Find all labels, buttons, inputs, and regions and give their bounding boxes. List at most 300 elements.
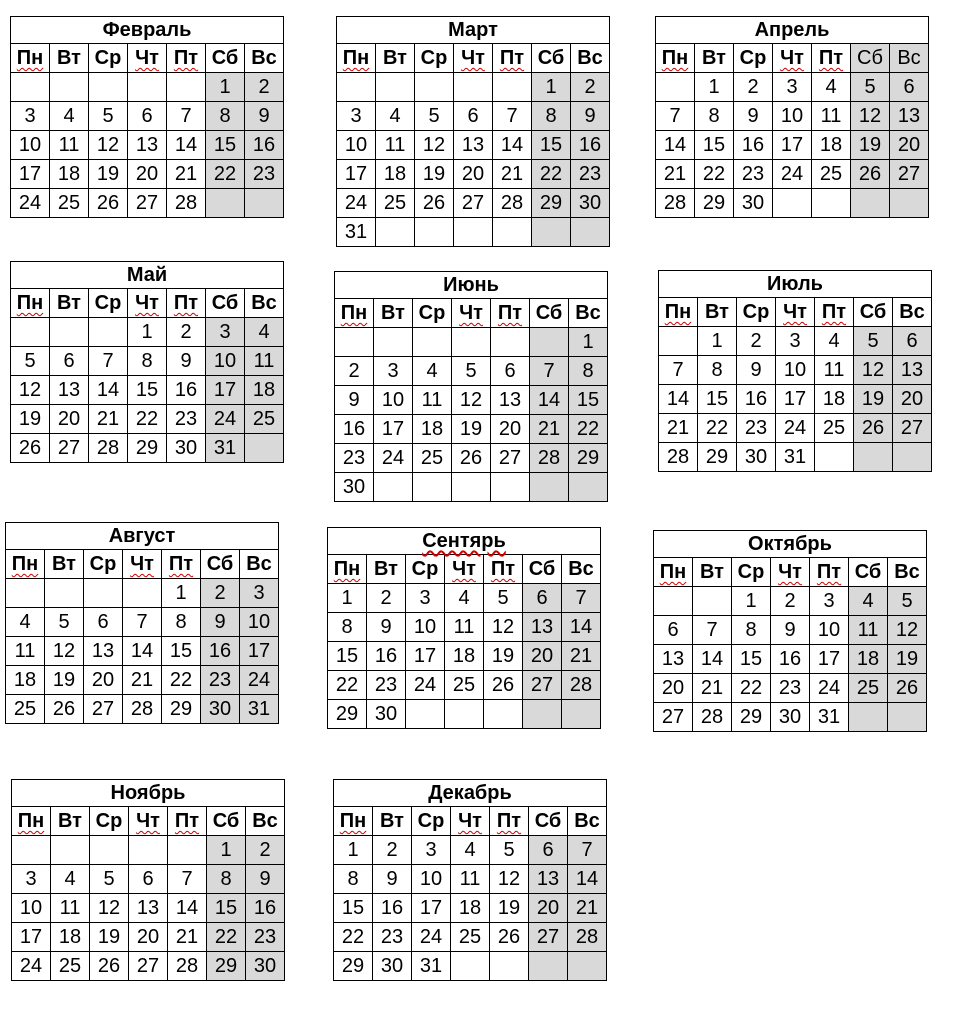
day-cell: 13 xyxy=(454,131,493,160)
day-cell: 7 xyxy=(167,102,206,131)
day-cell xyxy=(415,218,454,247)
day-cell: 13 xyxy=(84,637,123,666)
day-cell: 14 xyxy=(89,376,128,405)
day-cell: 19 xyxy=(490,894,529,923)
day-cell: 12 xyxy=(45,637,84,666)
day-cell: 27 xyxy=(128,189,167,218)
day-cell xyxy=(90,836,129,865)
weekday-header: Пт xyxy=(493,44,532,73)
day-cell: 3 xyxy=(374,357,413,386)
day-cell: 5 xyxy=(484,584,523,613)
month-calendar xyxy=(336,16,610,247)
month-title: Март xyxy=(337,17,610,44)
day-cell: 30 xyxy=(737,443,776,472)
day-cell xyxy=(167,73,206,102)
day-cell: 29 xyxy=(695,189,734,218)
day-cell: 30 xyxy=(367,700,406,729)
day-cell: 5 xyxy=(452,357,491,386)
day-cell: 4 xyxy=(815,327,854,356)
day-cell: 14 xyxy=(659,385,698,414)
day-cell: 11 xyxy=(451,865,490,894)
day-cell: 3 xyxy=(337,102,376,131)
day-cell: 14 xyxy=(123,637,162,666)
weekday-header: Сб xyxy=(530,299,569,328)
day-cell: 18 xyxy=(451,894,490,923)
day-cell: 2 xyxy=(335,357,374,386)
day-cell: 17 xyxy=(776,385,815,414)
weekday-header: Вс xyxy=(571,44,610,73)
day-cell: 5 xyxy=(854,327,893,356)
day-cell: 25 xyxy=(50,189,89,218)
day-cell: 18 xyxy=(50,160,89,189)
day-cell xyxy=(374,328,413,357)
day-cell xyxy=(206,189,245,218)
day-cell xyxy=(335,328,374,357)
day-cell: 20 xyxy=(84,666,123,695)
day-cell: 25 xyxy=(51,952,90,981)
day-cell: 10 xyxy=(12,894,51,923)
weekday-header: Вс xyxy=(568,807,607,836)
day-cell: 19 xyxy=(45,666,84,695)
day-cell xyxy=(376,218,415,247)
day-cell: 4 xyxy=(51,865,90,894)
weekday-header: Вс xyxy=(888,558,927,587)
day-cell: 5 xyxy=(490,836,529,865)
day-cell: 23 xyxy=(335,444,374,473)
weekday-header: Сб xyxy=(532,44,571,73)
day-cell: 8 xyxy=(162,608,201,637)
day-cell: 23 xyxy=(245,160,284,189)
day-cell: 14 xyxy=(568,865,607,894)
day-cell: 10 xyxy=(773,102,812,131)
day-cell: 4 xyxy=(50,102,89,131)
day-cell xyxy=(413,328,452,357)
day-cell: 9 xyxy=(737,356,776,385)
day-cell: 21 xyxy=(693,674,732,703)
day-cell: 15 xyxy=(532,131,571,160)
weekday-header: Ср xyxy=(734,44,773,73)
day-cell: 31 xyxy=(240,695,279,724)
day-cell: 26 xyxy=(851,160,890,189)
day-cell: 21 xyxy=(89,405,128,434)
day-cell xyxy=(851,189,890,218)
day-cell: 28 xyxy=(89,434,128,463)
day-cell: 25 xyxy=(451,923,490,952)
day-cell xyxy=(445,700,484,729)
day-cell: 11 xyxy=(812,102,851,131)
day-cell xyxy=(128,73,167,102)
weekday-header: Сб xyxy=(207,807,246,836)
month-calendar xyxy=(5,522,279,724)
day-cell xyxy=(452,328,491,357)
day-cell: 23 xyxy=(201,666,240,695)
day-cell: 8 xyxy=(334,865,373,894)
day-cell: 5 xyxy=(90,865,129,894)
day-cell: 15 xyxy=(698,385,737,414)
day-cell: 17 xyxy=(240,637,279,666)
day-cell: 8 xyxy=(532,102,571,131)
day-cell xyxy=(84,579,123,608)
day-cell: 6 xyxy=(654,616,693,645)
day-cell: 16 xyxy=(737,385,776,414)
day-cell: 7 xyxy=(659,356,698,385)
day-cell: 25 xyxy=(376,189,415,218)
weekday-header: Чт xyxy=(129,807,168,836)
day-cell: 5 xyxy=(11,347,50,376)
day-cell: 27 xyxy=(129,952,168,981)
month-calendar xyxy=(334,271,608,502)
weekday-header: Пн xyxy=(337,44,376,73)
day-cell: 13 xyxy=(523,613,562,642)
day-cell: 6 xyxy=(893,327,932,356)
weekday-header: Вт xyxy=(693,558,732,587)
month-calendar xyxy=(10,16,284,218)
day-cell: 25 xyxy=(245,405,284,434)
month-title: Май xyxy=(11,262,284,289)
day-cell: 17 xyxy=(374,415,413,444)
weekday-header: Сб xyxy=(849,558,888,587)
day-cell: 19 xyxy=(90,923,129,952)
day-cell: 1 xyxy=(695,73,734,102)
day-cell: 23 xyxy=(737,414,776,443)
weekday-header: Пн xyxy=(12,807,51,836)
day-cell: 24 xyxy=(11,189,50,218)
day-cell xyxy=(491,328,530,357)
weekday-header: Вт xyxy=(698,298,737,327)
day-cell: 29 xyxy=(207,952,246,981)
weekday-header: Пт xyxy=(167,289,206,318)
day-cell: 26 xyxy=(11,434,50,463)
weekday-header: Ср xyxy=(412,807,451,836)
day-cell: 19 xyxy=(854,385,893,414)
day-cell: 21 xyxy=(568,894,607,923)
day-cell: 21 xyxy=(123,666,162,695)
day-cell: 2 xyxy=(571,73,610,102)
day-cell: 6 xyxy=(129,865,168,894)
day-cell: 26 xyxy=(90,952,129,981)
day-cell xyxy=(893,443,932,472)
day-cell: 9 xyxy=(373,865,412,894)
day-cell: 6 xyxy=(50,347,89,376)
day-cell: 5 xyxy=(851,73,890,102)
weekday-header: Сб xyxy=(854,298,893,327)
day-cell: 24 xyxy=(240,666,279,695)
day-cell: 3 xyxy=(773,73,812,102)
day-cell: 3 xyxy=(240,579,279,608)
day-cell: 17 xyxy=(773,131,812,160)
day-cell: 22 xyxy=(128,405,167,434)
day-cell: 9 xyxy=(167,347,206,376)
day-cell: 7 xyxy=(656,102,695,131)
weekday-header: Пн xyxy=(659,298,698,327)
day-cell: 31 xyxy=(776,443,815,472)
day-cell: 25 xyxy=(815,414,854,443)
day-cell: 27 xyxy=(654,703,693,732)
day-cell: 19 xyxy=(888,645,927,674)
day-cell: 1 xyxy=(334,836,373,865)
day-cell: 29 xyxy=(532,189,571,218)
day-cell: 9 xyxy=(245,102,284,131)
day-cell: 1 xyxy=(328,584,367,613)
day-cell: 21 xyxy=(168,923,207,952)
day-cell: 23 xyxy=(373,923,412,952)
day-cell: 7 xyxy=(693,616,732,645)
day-cell: 18 xyxy=(6,666,45,695)
day-cell: 29 xyxy=(334,952,373,981)
day-cell: 6 xyxy=(491,357,530,386)
day-cell: 2 xyxy=(167,318,206,347)
day-cell: 14 xyxy=(493,131,532,160)
weekday-header: Пн xyxy=(11,289,50,318)
day-cell: 30 xyxy=(373,952,412,981)
day-cell xyxy=(659,327,698,356)
day-cell: 25 xyxy=(413,444,452,473)
day-cell: 24 xyxy=(12,952,51,981)
day-cell: 11 xyxy=(51,894,90,923)
day-cell xyxy=(168,836,207,865)
day-cell: 17 xyxy=(810,645,849,674)
day-cell: 22 xyxy=(334,923,373,952)
day-cell xyxy=(654,587,693,616)
weekday-header: Вс xyxy=(893,298,932,327)
day-cell xyxy=(50,318,89,347)
day-cell: 2 xyxy=(201,579,240,608)
day-cell: 28 xyxy=(693,703,732,732)
day-cell xyxy=(454,73,493,102)
weekday-header: Ср xyxy=(90,807,129,836)
day-cell: 16 xyxy=(373,894,412,923)
day-cell: 22 xyxy=(569,415,608,444)
day-cell: 15 xyxy=(207,894,246,923)
day-cell: 4 xyxy=(245,318,284,347)
day-cell: 21 xyxy=(562,642,601,671)
day-cell xyxy=(493,218,532,247)
day-cell: 11 xyxy=(245,347,284,376)
day-cell: 7 xyxy=(493,102,532,131)
day-cell: 10 xyxy=(374,386,413,415)
day-cell: 10 xyxy=(776,356,815,385)
day-cell: 18 xyxy=(815,385,854,414)
weekday-header: Пт xyxy=(167,44,206,73)
day-cell xyxy=(51,836,90,865)
day-cell: 26 xyxy=(452,444,491,473)
day-cell: 11 xyxy=(849,616,888,645)
day-cell: 2 xyxy=(246,836,285,865)
day-cell: 28 xyxy=(568,923,607,952)
day-cell: 6 xyxy=(128,102,167,131)
day-cell: 20 xyxy=(454,160,493,189)
weekday-header: Вт xyxy=(374,299,413,328)
day-cell: 17 xyxy=(337,160,376,189)
weekday-header: Пт xyxy=(168,807,207,836)
day-cell: 20 xyxy=(890,131,929,160)
day-cell: 20 xyxy=(523,642,562,671)
month-calendar xyxy=(10,261,284,463)
weekday-header: Чт xyxy=(771,558,810,587)
day-cell: 1 xyxy=(162,579,201,608)
day-cell: 16 xyxy=(201,637,240,666)
day-cell: 17 xyxy=(406,642,445,671)
day-cell xyxy=(568,952,607,981)
day-cell: 14 xyxy=(530,386,569,415)
weekday-header: Сб xyxy=(523,555,562,584)
day-cell: 27 xyxy=(491,444,530,473)
day-cell xyxy=(406,700,445,729)
day-cell: 1 xyxy=(532,73,571,102)
day-cell: 9 xyxy=(201,608,240,637)
weekday-header: Чт xyxy=(452,299,491,328)
weekday-header: Чт xyxy=(128,44,167,73)
day-cell xyxy=(849,703,888,732)
day-cell: 18 xyxy=(51,923,90,952)
day-cell: 29 xyxy=(698,443,737,472)
day-cell: 9 xyxy=(246,865,285,894)
day-cell: 18 xyxy=(445,642,484,671)
weekday-header: Вт xyxy=(51,807,90,836)
weekday-header: Пн xyxy=(6,550,45,579)
day-cell: 10 xyxy=(240,608,279,637)
month-title: Август xyxy=(6,523,279,550)
day-cell: 13 xyxy=(128,131,167,160)
day-cell: 30 xyxy=(335,473,374,502)
weekday-header: Чт xyxy=(776,298,815,327)
day-cell: 7 xyxy=(562,584,601,613)
day-cell: 4 xyxy=(413,357,452,386)
weekday-header: Пт xyxy=(810,558,849,587)
day-cell: 21 xyxy=(659,414,698,443)
day-cell xyxy=(376,73,415,102)
day-cell: 12 xyxy=(854,356,893,385)
day-cell: 20 xyxy=(129,923,168,952)
weekday-header: Вт xyxy=(376,44,415,73)
day-cell xyxy=(129,836,168,865)
day-cell: 19 xyxy=(11,405,50,434)
day-cell: 2 xyxy=(734,73,773,102)
day-cell: 30 xyxy=(246,952,285,981)
day-cell: 15 xyxy=(206,131,245,160)
day-cell: 27 xyxy=(84,695,123,724)
month-calendar xyxy=(653,530,927,732)
day-cell xyxy=(413,473,452,502)
day-cell: 28 xyxy=(493,189,532,218)
month-title: Апрель xyxy=(656,17,929,44)
day-cell: 14 xyxy=(693,645,732,674)
day-cell: 3 xyxy=(12,865,51,894)
day-cell: 26 xyxy=(490,923,529,952)
month-title: Октябрь xyxy=(654,531,927,558)
day-cell: 22 xyxy=(207,923,246,952)
day-cell: 1 xyxy=(207,836,246,865)
day-cell: 30 xyxy=(771,703,810,732)
day-cell: 16 xyxy=(571,131,610,160)
day-cell: 16 xyxy=(335,415,374,444)
day-cell: 15 xyxy=(328,642,367,671)
day-cell: 20 xyxy=(893,385,932,414)
day-cell: 28 xyxy=(168,952,207,981)
day-cell: 10 xyxy=(337,131,376,160)
day-cell: 9 xyxy=(571,102,610,131)
day-cell: 30 xyxy=(167,434,206,463)
day-cell: 28 xyxy=(167,189,206,218)
day-cell: 26 xyxy=(45,695,84,724)
weekday-header: Сб xyxy=(206,289,245,318)
weekday-header: Чт xyxy=(445,555,484,584)
day-cell: 12 xyxy=(89,131,128,160)
weekday-header: Вс xyxy=(562,555,601,584)
weekday-header: Пт xyxy=(812,44,851,73)
day-cell xyxy=(773,189,812,218)
day-cell: 19 xyxy=(415,160,454,189)
day-cell: 23 xyxy=(367,671,406,700)
day-cell: 21 xyxy=(167,160,206,189)
day-cell xyxy=(815,443,854,472)
day-cell: 6 xyxy=(454,102,493,131)
day-cell: 29 xyxy=(732,703,771,732)
weekday-header: Чт xyxy=(773,44,812,73)
day-cell xyxy=(45,579,84,608)
day-cell: 8 xyxy=(206,102,245,131)
day-cell: 27 xyxy=(529,923,568,952)
weekday-header: Вт xyxy=(367,555,406,584)
day-cell: 11 xyxy=(50,131,89,160)
day-cell: 14 xyxy=(656,131,695,160)
weekday-header: Вс xyxy=(245,44,284,73)
day-cell: 3 xyxy=(412,836,451,865)
day-cell xyxy=(812,189,851,218)
day-cell: 18 xyxy=(245,376,284,405)
day-cell xyxy=(571,218,610,247)
day-cell xyxy=(454,218,493,247)
day-cell: 13 xyxy=(893,356,932,385)
day-cell: 7 xyxy=(168,865,207,894)
day-cell: 14 xyxy=(168,894,207,923)
day-cell: 15 xyxy=(128,376,167,405)
day-cell: 8 xyxy=(569,357,608,386)
day-cell: 12 xyxy=(484,613,523,642)
day-cell: 2 xyxy=(737,327,776,356)
day-cell: 19 xyxy=(452,415,491,444)
weekday-header: Чт xyxy=(451,807,490,836)
day-cell xyxy=(415,73,454,102)
weekday-header: Чт xyxy=(128,289,167,318)
day-cell: 11 xyxy=(445,613,484,642)
weekday-header: Ср xyxy=(89,44,128,73)
day-cell: 19 xyxy=(851,131,890,160)
day-cell: 22 xyxy=(695,160,734,189)
day-cell: 13 xyxy=(654,645,693,674)
day-cell: 4 xyxy=(376,102,415,131)
day-cell: 19 xyxy=(484,642,523,671)
day-cell: 22 xyxy=(532,160,571,189)
day-cell: 13 xyxy=(890,102,929,131)
day-cell: 26 xyxy=(415,189,454,218)
weekday-header: Вт xyxy=(373,807,412,836)
day-cell: 1 xyxy=(128,318,167,347)
weekday-header: Вс xyxy=(240,550,279,579)
day-cell: 22 xyxy=(698,414,737,443)
day-cell: 16 xyxy=(246,894,285,923)
day-cell: 24 xyxy=(374,444,413,473)
day-cell: 28 xyxy=(123,695,162,724)
day-cell xyxy=(530,328,569,357)
day-cell: 23 xyxy=(771,674,810,703)
day-cell: 17 xyxy=(11,160,50,189)
day-cell xyxy=(337,73,376,102)
weekday-header: Вт xyxy=(695,44,734,73)
day-cell: 26 xyxy=(888,674,927,703)
month-title: Ноябрь xyxy=(12,780,285,807)
day-cell: 15 xyxy=(732,645,771,674)
